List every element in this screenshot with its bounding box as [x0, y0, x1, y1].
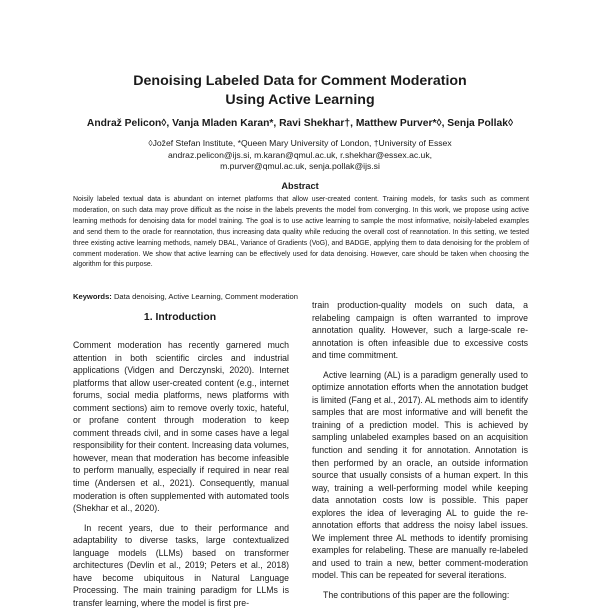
keywords-list: Data denoising, Active Learning, Comment moderation — [113, 292, 298, 301]
email-line: m.purver@qmul.ac.uk, senja.pollak@ijs.si — [220, 161, 380, 172]
affiliation-line: ◊Jožef Stefan Institute, *Queen Mary University of London, †University of Essex — [148, 138, 452, 148]
paragraph: Active learning (AL) is a paradigm generally used to optimize annotation efforts when the annotation budget is limited (Fang et al., 2017). AL methods aim to identify samples that are most informative and will benefit the training of a prediction model. This is achieved by sampling unlabeled examples based on an acquisition function and sending it for annotation. Annotation is then performed by an oracle, an outside information source that usually consists of a human expert. In this way, training a well-performing model while keeping data annotation costs low is possible. This paper explores the idea of leveraging AL to guide the re-annotation efforts that address the noisy label issues. We implement three AL methods to identify promising examples for relabeling. These are manually re-labeled and used to train a new, better comment-moderation model. This can be repeated for several iterations. — [312, 369, 528, 581]
paragraph: The contributions of this paper are the following: — [323, 590, 510, 601]
right-column — [312, 299, 528, 602]
paragraph: train production-quality models on such data, a relabeling campaign is often warranted to improve annotation quality. However, such a large-scale re-annotation is often infeasible due to excessive costs and time commitment. — [312, 300, 528, 361]
left-column — [73, 339, 289, 609]
paper-title — [0, 72, 600, 110]
paragraph: In recent years, due to their performance and adaptability to diverse tasks, large contextualized language models (LLMs) based on transformer architectures (Devlin et al., 2019; Peters et al., 2018) have become ubiquitous in Natural Language Processing. The main training paradigm for LLMs is transfer learning, where the model is first pre- — [73, 522, 289, 608]
paragraph: Comment moderation has recently garnered much attention in both scientific circles and industrial applications (Vidgen and Derczynski, 2020). Internet platforms that allow user-created content (e.g., internet forums, social media platforms, news platforms with comment sections) aim to remove overly toxic, hateful, or profane content through moderation to keep comment threads civil, and in some cases have a legal responsibility for their content. Increasing data volumes, however, mean that moderation has become infeasible to perform manually, especially if required in near real time (Andersen et al., 2021). Consequently, manual moderation is often supplemented with automated tools (Shekhar et al., 2020). — [73, 340, 289, 514]
title-line-1: Denoising Labeled Data for Comment Moderation — [133, 73, 467, 89]
affiliations — [0, 138, 600, 173]
abstract-heading: Abstract — [281, 181, 319, 191]
keywords — [73, 292, 298, 301]
email-line: andraz.pelicon@ijs.si, m.karan@qmul.ac.uk, r.shekhar@essex.ac.uk, — [167, 149, 433, 160]
keywords-label: Keywords: — [73, 292, 112, 301]
section-heading: 1. Introduction — [143, 312, 217, 323]
title-line-2: Using Active Learning — [225, 92, 375, 108]
abstract-text: Noisily labeled textual data is abundant on internet platforms that allow user-created content. Training models, for tasks such as comment moderation, on such data may prove difficult as the noise in the labels prevents the model from converging. In this work, we propose using active learning methods for denoising data for model training. The goal is to use active learning to sample the most informative, noisily-labeled examples and send them to the oracle for reannotation, thus increasing data quality while reducing the overall cost of reannotation. In this setting, we tested three existing active learning methods, namely DBAL, Variance of Gradients (VoG), and BADGE, applying them to data denoising for the problem of comment moderation. We show that active learning can be effectively used for data denoising. However, care should be taken when choosing the algorithm for this purpose. — [73, 196, 529, 269]
author-list: Andraž Pelicon◊, Vanja Mladen Karan*, Ravi Shekhar†, Matthew Purver*◊, Senja Pollak◊ — [86, 118, 514, 129]
